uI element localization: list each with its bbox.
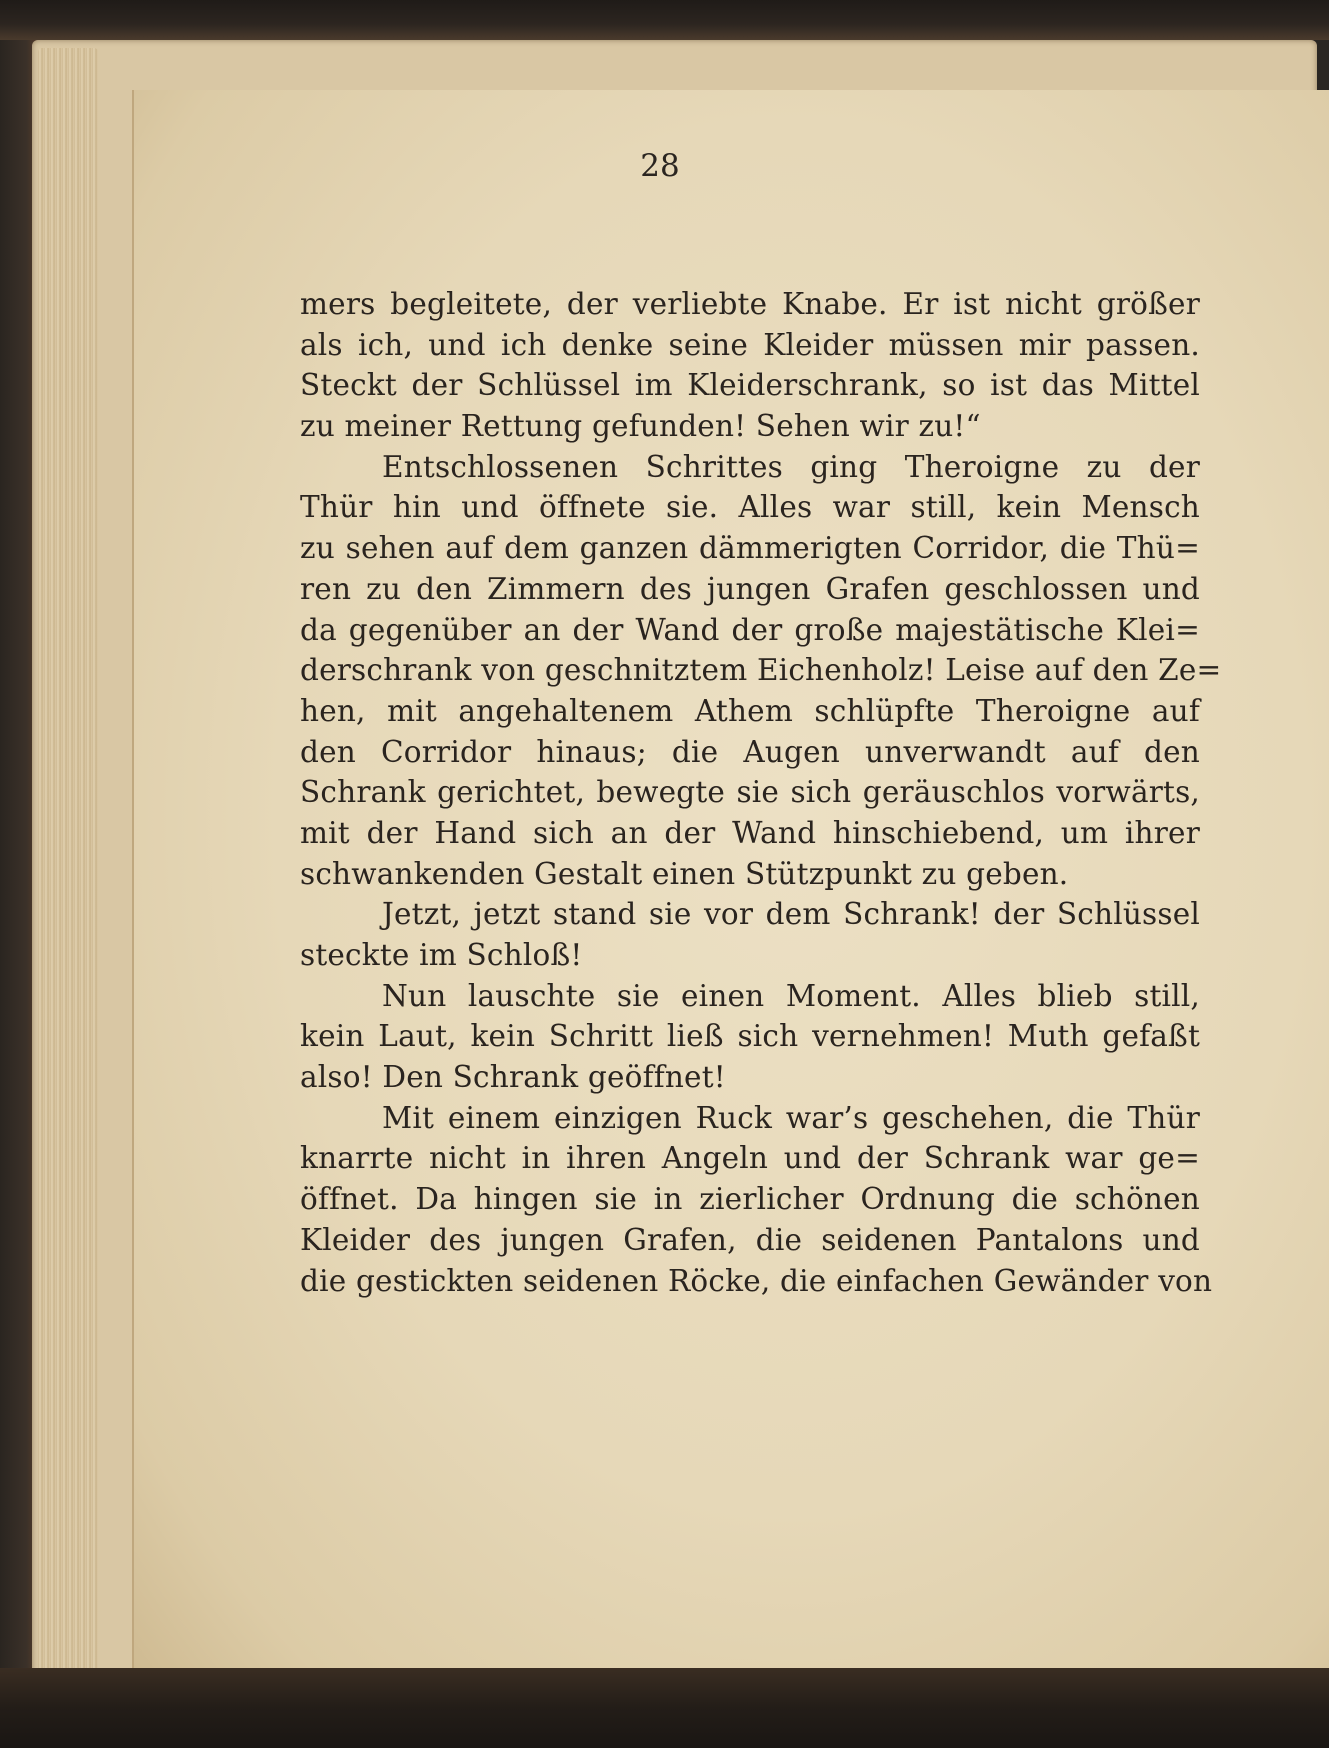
text-line: steckte im Schloß! <box>300 938 583 972</box>
text-line: mers begleitete, der verliebte Knabe. Er ist nicht größer <box>300 287 1200 321</box>
text-line: Thür hin und öffnete sie. Alles war still, kein Mensch <box>300 490 1200 525</box>
text-line: zu meiner Rettung gefunden! Sehen wir zu!“ <box>300 409 981 444</box>
text-line: als ich, und ich denke seine Kleider müssen mir passen. <box>300 327 1200 362</box>
text-line: den Corridor hinaus; die Augen unverwandt auf den <box>300 734 1200 769</box>
text-line: schwankenden Gestalt einen Stützpunkt zu geben. <box>300 856 1069 891</box>
text-line: also! Den Schrank geöffnet! <box>300 1060 726 1095</box>
text-line: die gestickten seidenen Röcke, die einfachen Gewänder von <box>300 1263 1213 1298</box>
text-line: Nun lauschte sie einen Moment. Alles blieb still, <box>382 978 1200 1013</box>
text-line: derschrank von geschnitztem Eichenholz! Leise auf den Ze= <box>300 653 1222 688</box>
text-line: öffnet. Da hingen sie in zierlicher Ordnung die schönen <box>300 1182 1200 1217</box>
book-cover-top <box>0 0 1329 40</box>
text-line: knarrte nicht in ihren Angeln und der Schrank war ge= <box>300 1141 1200 1176</box>
text-line: Schrank gerichtet, bewegte sie sich geräuschlos vorwärts, <box>300 775 1200 810</box>
text-line: kein Laut, kein Schritt ließ sich vernehmen! Muth gefaßt <box>300 1019 1200 1054</box>
text-line: Steckt der Schlüssel im Kleiderschrank, so ist das Mittel <box>300 368 1200 403</box>
text-line: mit der Hand sich an der Wand hinschiebend, um ihrer <box>300 815 1200 850</box>
text-line: hen, mit angehaltenem Athem schlüpfte Theroigne auf <box>300 693 1200 728</box>
book-cover-bottom <box>0 1668 1329 1748</box>
text-line: ren zu den Zimmern des jungen Grafen geschlossen und <box>300 571 1200 606</box>
text-line: Jetzt, jetzt stand sie vor dem Schrank! der Schlüssel <box>382 897 1200 932</box>
text-line: zu sehen auf dem ganzen dämmerigten Corridor, die Thü= <box>300 531 1200 566</box>
page-number: 28 <box>640 148 680 184</box>
text-line: Entschlossenen Schrittes ging Theroigne zu der <box>382 449 1200 484</box>
text-line: da gegenüber an der Wand der große majestätische Klei= <box>300 612 1200 647</box>
text-line: Kleider des jungen Grafen, die seidenen Pantalons und <box>300 1222 1200 1257</box>
text-line: Mit einem einzigen Ruck war’s geschehen, die Thür <box>382 1100 1200 1135</box>
body-text <box>300 284 1222 1301</box>
